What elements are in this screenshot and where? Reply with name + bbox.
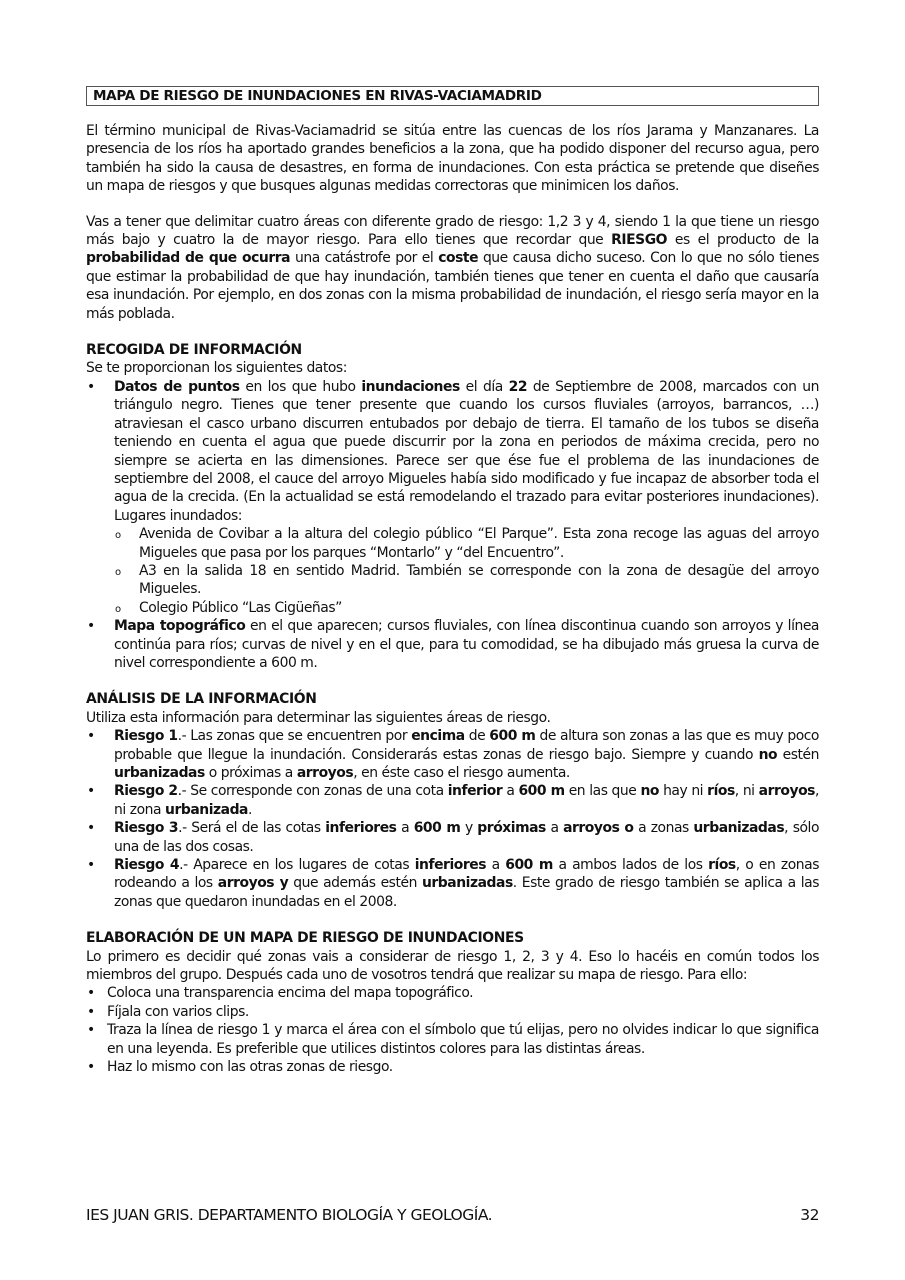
steps-list	[86, 984, 819, 1076]
section-heading-recogida: RECOGIDA DE INFORMACIÓN	[86, 342, 302, 359]
step-item: • Coloca una transparencia encima del mapa topográfico.	[86, 984, 819, 1002]
page-title: MAPA DE RIESGO DE INUNDACIONES EN RIVAS-VACIAMADRID	[86, 86, 819, 106]
recogida-lead: Se te proporcionan los siguientes datos:	[86, 360, 347, 377]
document-page	[86, 86, 819, 1077]
risk-definition-paragraph: Vas a tener que delimitar cuatro áreas con diferente grado de riesgo: 1,2 3 y 4, siendo 1 la que tiene un riesgo más bajo y cuatro la de mayor riesgo. Para ello tienes que recordar que RIESGO es el producto de la probabilidad de que ocurra una catástrofe por el coste que causa dicho suceso. Con lo que no sólo tienes que estimar la probabilidad de que hay inundación, también tienes que tener en cuenta el daño que causaría esa inundación. Por ejemplo, en dos zonas con la misma probabilidad de inundación, el riesgo sería mayor en la más poblada.	[86, 213, 819, 322]
analisis-lead: Utiliza esta información para determinar las siguientes áreas de riesgo.	[86, 709, 551, 726]
flooded-places-list	[86, 525, 819, 617]
risk-level-1: • Riesgo 1.- Las zonas que se encuentren por encima de 600 m de altura son zonas a las que es muy poco probable que llegue la inundación. Considerarás estas zonas de riesgo bajo. Siempre y cuando no estén urbanizadas o próximas a arroyos, en éste caso el riesgo aumenta.	[86, 727, 819, 782]
section-heading-analisis: ANÁLISIS DE LA INFORMACIÓN	[86, 691, 317, 708]
risk-level-3: • Riesgo 3.- Será el de las cotas inferiores a 600 m y próximas a arroyos o a zonas urbanizadas, sólo una de las dos cosas.	[86, 819, 819, 856]
footer-institution: IES JUAN GRIS. DEPARTAMENTO BIOLOGÍA Y GEOLOGÍA.	[86, 1206, 493, 1224]
section-heading-elaboracion: ELABORACIÓN DE UN MAPA DE RIESGO DE INUNDACIONES	[86, 930, 524, 947]
intro-paragraph: El término municipal de Rivas-Vaciamadrid se sitúa entre las cuencas de los ríos Jarama y Manzanares. La presencia de los ríos ha aportado grandes beneficios a la zona, que ha podido disponer del recurso agua, pero también ha sido la causa de desastres, en forma de inundaciones. Con esta práctica se pretende que diseñes un mapa de riesgos y que busques algunas medidas correctoras que minimicen los daños.	[86, 123, 819, 195]
step-item: • Haz lo mismo con las otras zonas de riesgo.	[86, 1058, 819, 1076]
risk-level-2: • Riesgo 2.- Se corresponde con zonas de una cota inferior a 600 m en las que no hay ni ríos, ni arroyos, ni zona urbanizada.	[86, 782, 819, 819]
list-item-mapa-topografico: • Mapa topográfico en el que aparecen; cursos fluviales, con línea discontinua cuando son arroyos y línea continúa para ríos; curvas de nivel y en el que, para tu comodidad, se ha dibujado más gruesa la curva de nivel correspondiente a 600 m.	[86, 617, 819, 672]
flooded-place: o Avenida de Covibar a la altura del colegio público “El Parque”. Esta zona recoge las aguas del arroyo Migueles que pasa por los parques “Montarlo” y “del Encuentro”.	[86, 525, 819, 562]
elaboracion-lead: Lo primero es decidir qué zonas vais a considerar de riesgo 1, 2, 3 y 4. Eso lo hacéis en común todos los miembros del grupo. Después cada uno de vosotros tendrá que realizar su mapa de riesgo. Para ello:	[86, 948, 819, 984]
step-item: • Traza la línea de riesgo 1 y marca el área con el símbolo que tú elijas, pero no olvides indicar lo que significa en una leyenda. Es preferible que utilices distintos colores para las distintas áreas.	[86, 1021, 819, 1058]
page-number: 32	[800, 1206, 819, 1224]
recogida-list	[86, 378, 819, 673]
list-item-datos-puntos: • Datos de puntos en los que hubo inundaciones el día 22 de Septiembre de 2008, marcados con un triángulo negro. Tienes que tener presente que cuando los cursos fluviales (arroyos, barrancos, …) atraviesan el casco urbano discurren entubados por debajo de tierra. El tamaño de los tubos se diseña teniendo en cuenta el agua que puede discurrir por la zona en periodos de máxima crecida, pero no siempre se acierta en las dimensiones. Parece ser que ése fue el problema de las inundaciones de septiembre del 2008, el cauce del arroyo Migueles había sido modificado y fue incapaz de absorber toda el agua de la crecida. (En la actualidad se está remodelando el trazado para evitar posteriores inundaciones). Lugares inundados: o Avenida de Covibar a la altura del colegio público “El Parque”. Esta zona recoge las aguas del arroyo Migueles que pasa por los parques “Montarlo” y “del Encuentro”. o A3 en la salida 18 en sentido Madrid. También se corresponde con la zona de desagüe del arroyo Migueles. o Colegio Público “Las Cigüeñas”	[86, 378, 819, 617]
risk-levels-list	[86, 727, 819, 911]
flooded-place: o Colegio Público “Las Cigüeñas”	[86, 599, 819, 617]
flooded-place: o A3 en la salida 18 en sentido Madrid. También se corresponde con la zona de desagüe del arroyo Migueles.	[86, 562, 819, 599]
step-item: • Fíjala con varios clips.	[86, 1003, 819, 1021]
risk-level-4: • Riesgo 4.- Aparece en los lugares de cotas inferiores a 600 m a ambos lados de los ríos, o en zonas rodeando a los arroyos y que además estén urbanizadas. Este grado de riesgo también se aplica a las zonas que quedaron inundadas en el 2008.	[86, 856, 819, 911]
page-footer	[86, 1206, 819, 1224]
